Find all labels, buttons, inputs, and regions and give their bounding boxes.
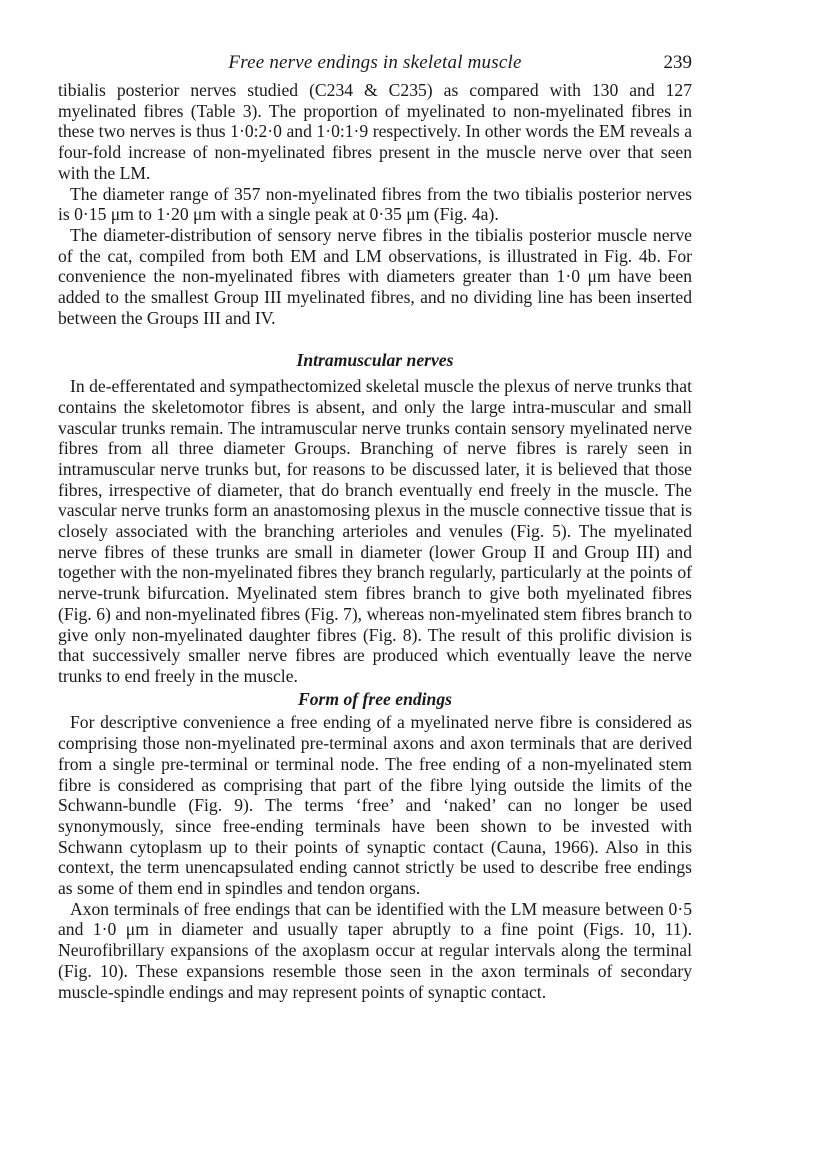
journal-page [58, 52, 692, 1002]
section-heading-form-of-free-endings: Form of free endings [298, 688, 452, 709]
paragraph: For descriptive convenience a free ending of a myelinated nerve fibre is considered as comprising those non-myelinated pre-terminal axons and axon terminals that are derived from a single pre-terminal or terminal node. The free ending of a non-myelinated stem fibre is considered as comprising that part of the fibre lying outside the limits of the Schwann-bundle (Fig. 9). The terms ‘free’ and ‘naked’ can no longer be used synonymously, since free-ending terminals have been shown to be invested with Schwann cytoplasm up to their points of synaptic contact (Cauna, 1966). Also in this context, the term unencapsulated ending cannot strictly be used to describe free endings as some of them end in spindles and tendon organs. [58, 712, 692, 899]
section-heading-intramuscular-nerves: Intramuscular nerves [296, 350, 454, 371]
paragraph: tibialis posterior nerves studied (C234 & C235) as compared with 130 and 127 myelinated fibres (Table 3). The proportion of myelinated to non-myelinated fibres in these two nerves is thus 1·0:2·0 and 1·0:1·9 respectively. In other words the EM reveals a four-fold increase of non-myelinated fibres present in the muscle nerve over that seen with the LM. [58, 80, 692, 183]
paragraph: In de-efferentated and sympathectomized skeletal muscle the plexus of nerve trunks that contains the skeletomotor fibres is absent, and only the large intra-muscular and small vascular trunks remain. The intramuscular nerve trunks contain sensory myelinated nerve fibres from all three diameter Groups. Branching of nerve fibres is rarely seen in intramuscular nerve trunks but, for reasons to be discussed later, it is believed that those fibres, irrespective of diameter, that do branch eventually end freely in the muscle. The vascular nerve trunks form an anastomosing plexus in the muscle connective tissue that is closely associated with the branching arterioles and venules (Fig. 5). The myelinated nerve fibres of these trunks are small in diameter (lower Group II and Group III) and together with the non-myelinated fibres they branch regularly, particularly at the points of nerve-trunk bifurcation. Myelinated stem fibres branch to give both myelinated fibres (Fig. 6) and non-myelinated fibres (Fig. 7), whereas non-myelinated stem fibres branch to give only non-myelinated daughter fibres (Fig. 8). The result of this prolific division is that successively smaller nerve fibres are produced which eventually leave the nerve trunks to end freely in the muscle. [58, 376, 692, 686]
page-number: 239 [663, 52, 692, 73]
paragraph: The diameter range of 357 non-myelinated fibres from the two tibialis posterior nerves is 0·15 μm to 1·20 μm with a single peak at 0·35 μm (Fig. 4a). [58, 183, 692, 225]
paragraph: The diameter-distribution of sensory nerve fibres in the tibialis posterior muscle nerve of the cat, compiled from both EM and LM observations, is illustrated in Fig. 4b. For convenience the non-myelinated fibres with diameters greater than 1·0 μm have been added to the smallest Group III myelinated fibres, and no dividing line has been inserted between the Groups III and IV. [58, 224, 692, 328]
section-form-of-free-endings [58, 712, 692, 1002]
running-head [58, 52, 692, 76]
section-intramuscular-nerves [58, 376, 692, 687]
paragraph: Axon terminals of free endings that can be identified with the LM measure between 0·5 and 1·0 μm in diameter and usually taper abruptly to a fine point (Figs. 10, 11). Neurofibrillary expansions of the axoplasm occur at regular intervals along the terminal (Fig. 10). These expansions resemble those seen in the axon terminals of secondary muscle-spindle endings and may represent points of synaptic contact. [58, 898, 692, 1002]
running-title: Free nerve endings in skeletal muscle [228, 52, 522, 73]
intro-text [58, 80, 692, 328]
